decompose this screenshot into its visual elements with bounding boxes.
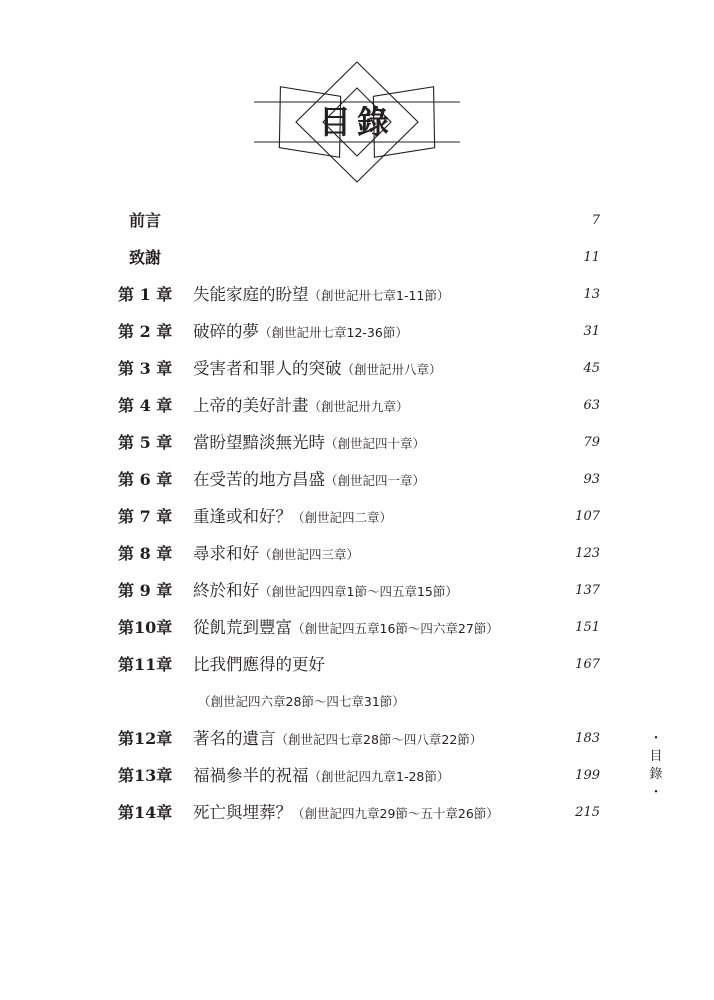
toc-page: 79 <box>583 435 600 450</box>
toc-entry[interactable] <box>118 757 600 794</box>
toc-entry[interactable] <box>118 313 600 350</box>
toc-label: 致謝 <box>129 248 162 267</box>
toc-ref: （創世記四九章29節～五十章26節） <box>292 806 499 821</box>
toc-entry[interactable] <box>118 646 600 683</box>
running-head <box>646 730 666 802</box>
toc-ref: （創世記卅八章） <box>341 362 442 377</box>
toc-page: 137 <box>575 583 600 598</box>
toc-entry[interactable] <box>118 202 600 239</box>
toc-title: 著名的遺言 <box>193 729 276 748</box>
toc-ref: （創世記卅七章1-11節） <box>308 288 450 303</box>
page-title: 目錄 <box>318 103 395 141</box>
toc-entry[interactable] <box>118 794 600 831</box>
toc-ref: （創世記四十章） <box>325 436 426 451</box>
toc-label: 第 1 章 <box>118 285 173 304</box>
toc-title: 當盼望黯淡無光時 <box>193 433 325 452</box>
toc-label: 第 3 章 <box>118 359 173 378</box>
toc-title: 重逢或和好？ <box>193 507 292 526</box>
toc-label: 第14章 <box>118 803 173 822</box>
toc-page: 167 <box>575 657 600 672</box>
toc-entry[interactable] <box>118 387 600 424</box>
toc-title: 在受苦的地方昌盛 <box>193 470 325 489</box>
toc-title: 死亡與埋葬？ <box>193 803 292 822</box>
toc-list <box>118 202 600 831</box>
toc-ref: （創世記四四章1節～四五章15節） <box>259 584 458 599</box>
toc-entry[interactable] <box>118 720 600 757</box>
running-head-char: ・ <box>649 731 663 746</box>
toc-title: 從飢荒到豐富 <box>193 618 292 637</box>
toc-ref: （創世記四六章28節～四七章31節） <box>198 694 405 709</box>
toc-label: 第10章 <box>118 618 173 637</box>
toc-page: 7 <box>591 213 600 228</box>
toc-ref: （創世記四一章） <box>325 473 426 488</box>
running-head-char: 錄 <box>649 767 663 782</box>
toc-page: 123 <box>575 546 600 561</box>
toc-label: 第 5 章 <box>118 433 173 452</box>
running-head-char: 目 <box>649 749 663 764</box>
toc-label: 第 2 章 <box>118 322 173 341</box>
toc-title: 失能家庭的盼望 <box>193 285 309 304</box>
toc-ref: （創世記四五章16節～四六章27節） <box>292 621 499 636</box>
toc-page: 151 <box>575 620 600 635</box>
toc-page: 93 <box>583 472 600 487</box>
toc-label: 第 4 章 <box>118 396 173 415</box>
toc-entry[interactable] <box>118 498 600 535</box>
running-head-char: ・ <box>649 785 663 800</box>
toc-ref: （創世記四七章28節～四八章22節） <box>275 732 483 747</box>
toc-entry[interactable] <box>118 239 600 276</box>
toc-ref: （創世記卅九章） <box>308 399 409 414</box>
toc-ref: （創世記四九章1-28節） <box>308 769 450 784</box>
toc-page: 183 <box>575 731 600 746</box>
toc-page: 13 <box>583 287 600 302</box>
toc-ref: （創世記四二章） <box>292 510 393 525</box>
toc-title: 尋求和好 <box>193 544 259 563</box>
toc-page: 107 <box>575 509 600 524</box>
toc-title: 受害者和罪人的突破 <box>193 359 342 378</box>
toc-entry[interactable] <box>118 572 600 609</box>
toc-entry[interactable] <box>118 609 600 646</box>
toc-label: 第13章 <box>118 766 173 785</box>
toc-label: 第11章 <box>118 655 173 674</box>
toc-label: 第 8 章 <box>118 544 173 563</box>
toc-entry[interactable] <box>118 424 600 461</box>
toc-header <box>250 58 464 188</box>
toc-title: 破碎的夢 <box>193 322 259 341</box>
toc-entry-continuation <box>118 683 600 720</box>
toc-title: 比我們應得的更好 <box>193 655 325 674</box>
toc-page: 63 <box>583 398 600 413</box>
toc-entry[interactable] <box>118 461 600 498</box>
toc-ref: （創世記四三章） <box>259 547 360 562</box>
toc-label: 第12章 <box>118 729 173 748</box>
toc-entry[interactable] <box>118 350 600 387</box>
toc-page: 11 <box>583 250 600 265</box>
toc-page: 45 <box>583 361 600 376</box>
toc-page: 31 <box>583 324 600 339</box>
toc-entry[interactable] <box>118 276 600 313</box>
toc-page: 199 <box>575 768 600 783</box>
toc-label: 第 7 章 <box>118 507 173 526</box>
toc-ref: （創世記卅七章12-36節） <box>259 325 408 340</box>
toc-label: 前言 <box>129 211 162 230</box>
toc-entry[interactable] <box>118 535 600 572</box>
toc-label: 第 6 章 <box>118 470 173 489</box>
toc-title: 福禍參半的祝福 <box>193 766 309 785</box>
toc-page: 215 <box>575 805 600 820</box>
toc-label: 第 9 章 <box>118 581 173 600</box>
toc-title: 終於和好 <box>193 581 259 600</box>
toc-title: 上帝的美好計畫 <box>193 396 309 415</box>
